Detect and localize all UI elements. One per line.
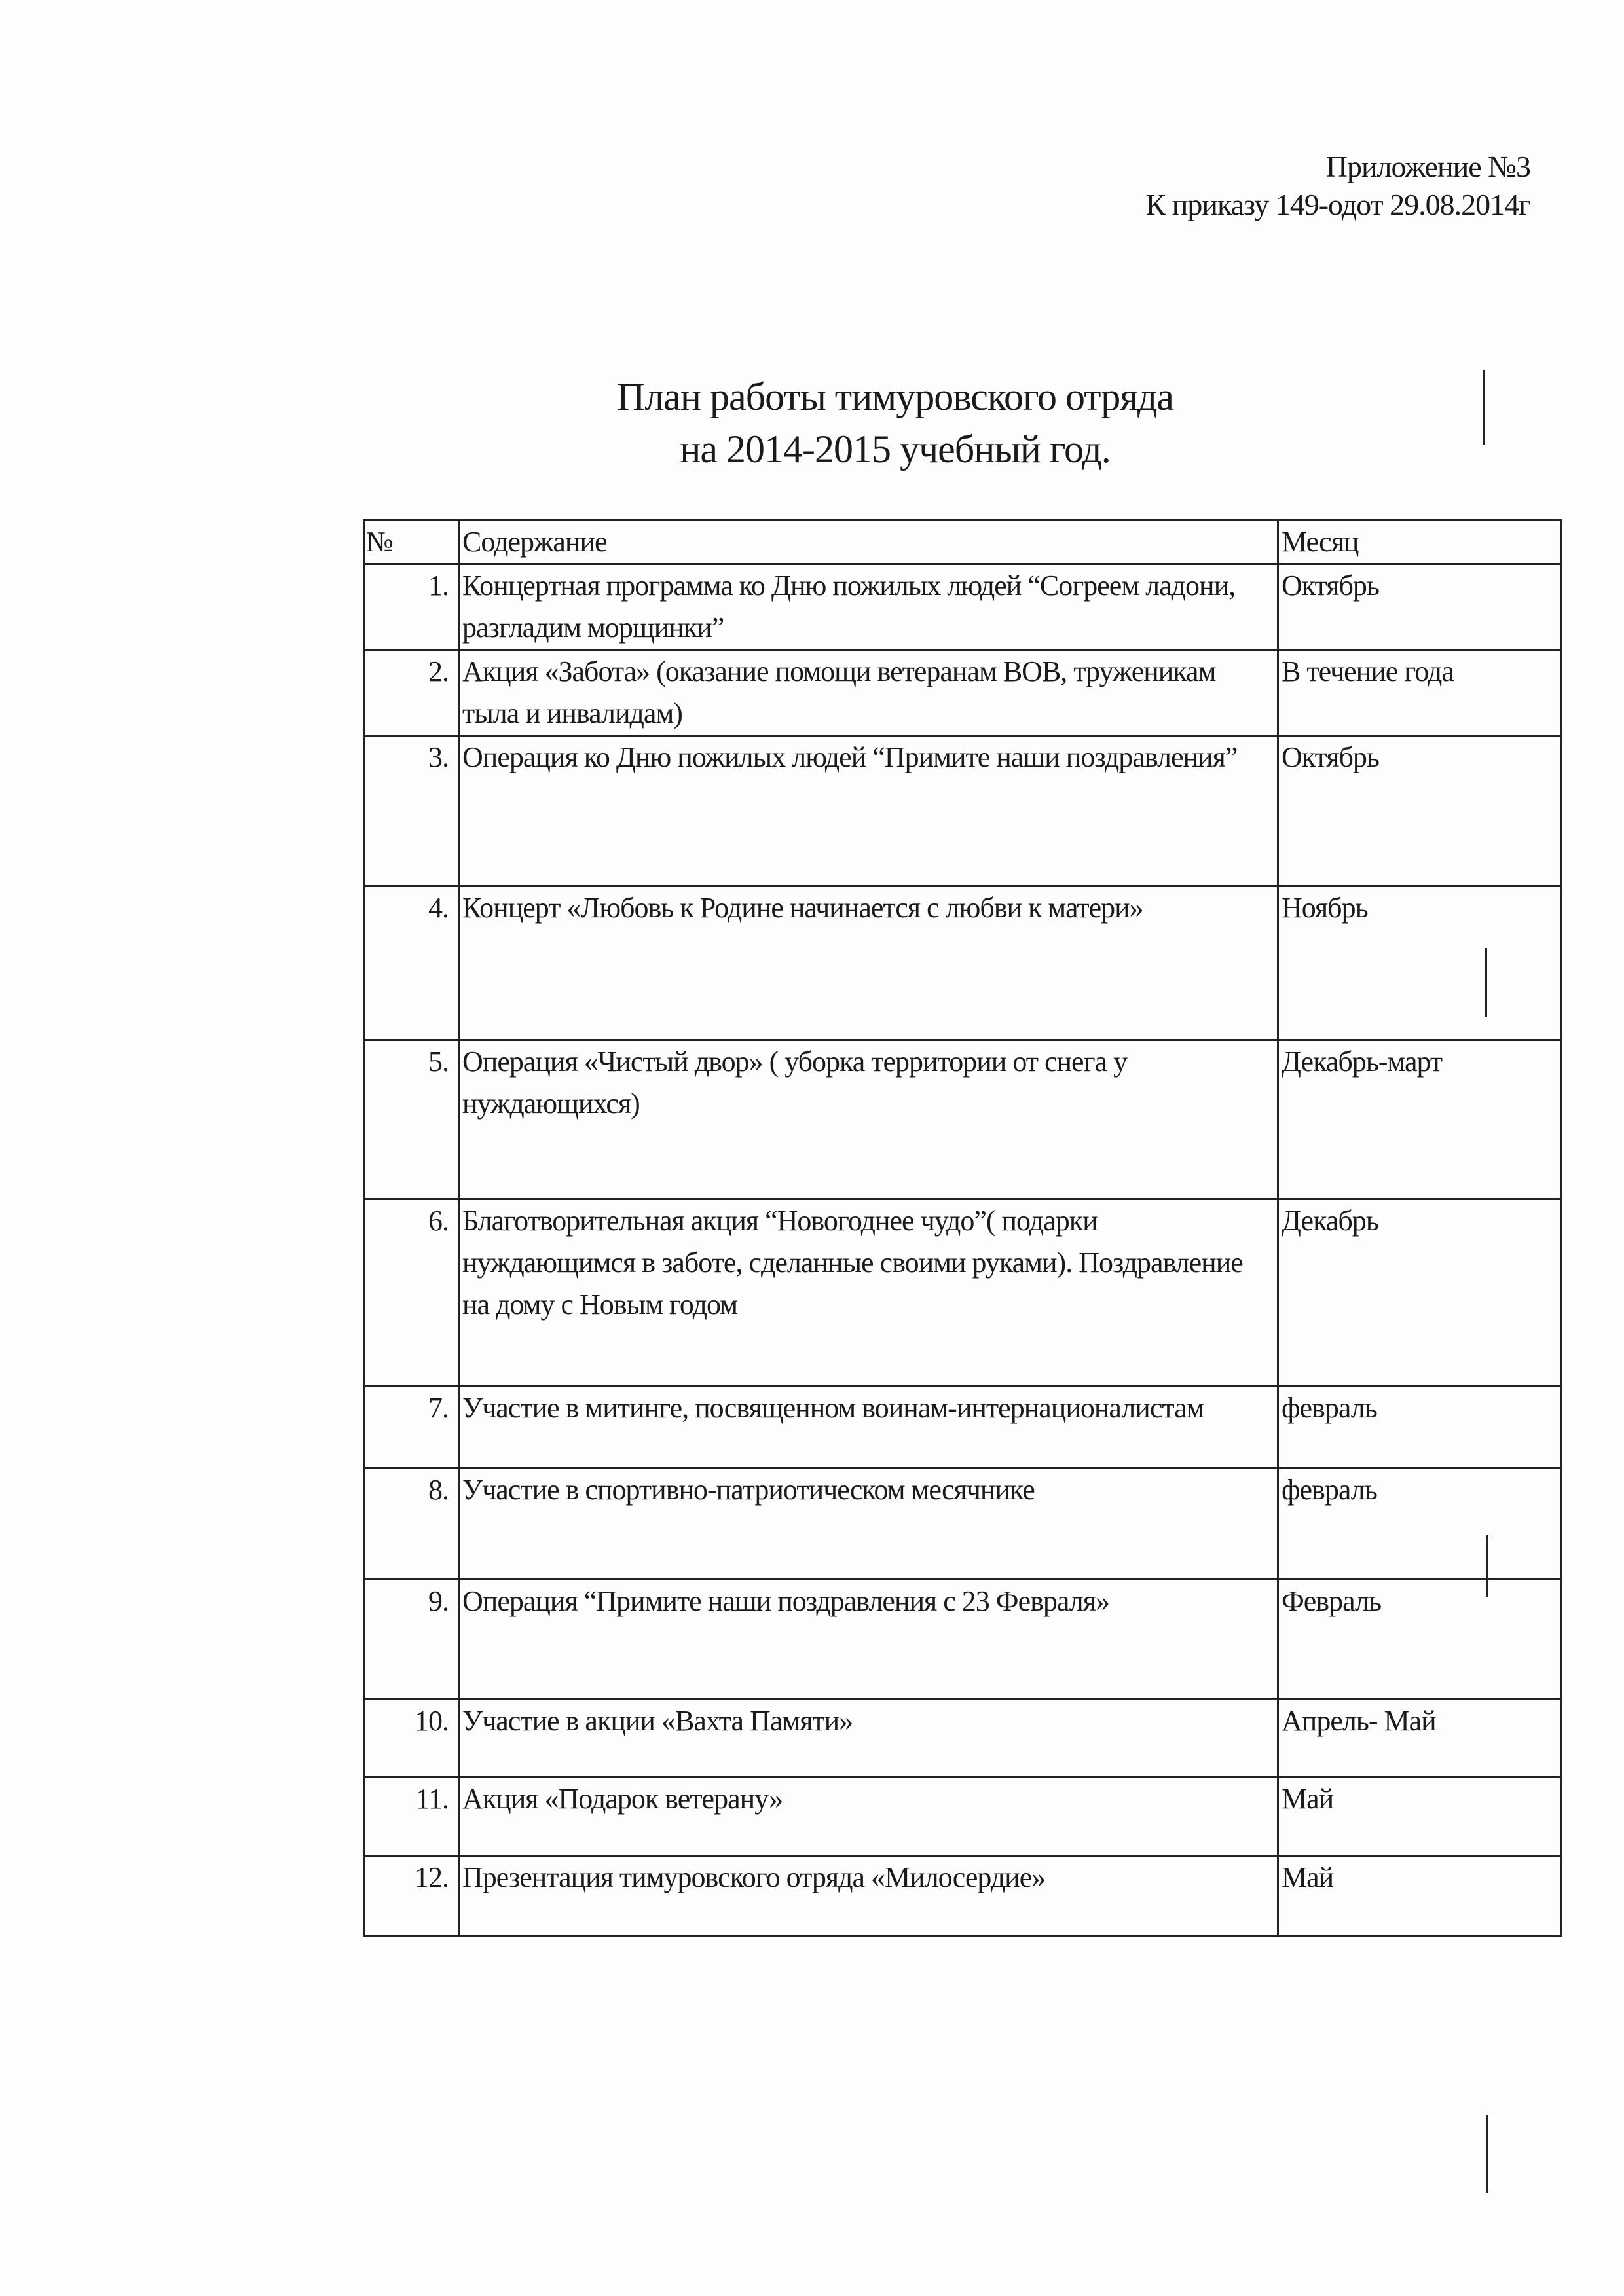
row-content: Операция “Примите наши поздравления с 23 Февраля» xyxy=(459,1580,1278,1700)
column-header-month: Месяц xyxy=(1278,520,1561,564)
row-month: Май xyxy=(1278,1856,1561,1937)
row-number: 4. xyxy=(364,886,459,1040)
table-row xyxy=(364,886,1561,1040)
scan-artifact xyxy=(1483,370,1485,445)
column-header-number: № xyxy=(364,520,459,564)
row-number: 2. xyxy=(364,650,459,736)
row-number: 6. xyxy=(364,1199,459,1387)
scan-artifact xyxy=(1486,2115,1488,2193)
appendix-label: Приложение №3 xyxy=(1325,150,1530,183)
row-content: Презентация тимуровского отряда «Милосердие» xyxy=(459,1856,1278,1937)
row-month: Октябрь xyxy=(1278,736,1561,886)
column-header-content: Содержание xyxy=(459,520,1278,564)
row-month: февраль xyxy=(1278,1468,1561,1580)
row-month: Апрель- Май xyxy=(1278,1700,1561,1777)
table-row xyxy=(364,1856,1561,1937)
table-row xyxy=(364,1387,1561,1468)
row-month: Май xyxy=(1278,1777,1561,1856)
table-row xyxy=(364,1468,1561,1580)
row-month: В течение года xyxy=(1278,650,1561,736)
page-subtitle: на 2014-2015 учебный год. xyxy=(680,428,1111,471)
page-title: План работы тимуровского отряда xyxy=(617,375,1173,418)
row-month: Октябрь xyxy=(1278,564,1561,650)
row-number: 10. xyxy=(364,1700,459,1777)
table-row xyxy=(364,1040,1561,1199)
table-row xyxy=(364,1580,1561,1700)
order-reference: К приказу 149-одот 29.08.2014г xyxy=(1145,188,1530,221)
work-plan-table xyxy=(363,519,1562,1937)
row-number: 11. xyxy=(364,1777,459,1856)
row-number: 9. xyxy=(364,1580,459,1700)
row-content: Операция ко Дню пожилых людей “Примите наши поздравления” xyxy=(459,736,1278,886)
row-content: Участие в спортивно-патриотическом месячнике xyxy=(459,1468,1278,1580)
row-number: 5. xyxy=(364,1040,459,1199)
row-number: 12. xyxy=(364,1856,459,1937)
row-content: Концертная программа ко Дню пожилых людей “Согреем ладони, разгладим морщинки” xyxy=(459,564,1278,650)
row-content: Акция «Подарок ветерану» xyxy=(459,1777,1278,1856)
row-content: Участие в акции «Вахта Памяти» xyxy=(459,1700,1278,1777)
row-month: Ноябрь xyxy=(1278,886,1561,1040)
table-row xyxy=(364,1199,1561,1387)
table-row xyxy=(364,650,1561,736)
row-number: 1. xyxy=(364,564,459,650)
row-number: 8. xyxy=(364,1468,459,1580)
table-row xyxy=(364,1777,1561,1856)
row-month: Декабрь-март xyxy=(1278,1040,1561,1199)
row-month: Декабрь xyxy=(1278,1199,1561,1387)
row-month: Февраль xyxy=(1278,1580,1561,1700)
row-number: 7. xyxy=(364,1387,459,1468)
row-content: Участие в митинге, посвященном воинам-интернационалистам xyxy=(459,1387,1278,1468)
row-content: Акция «Забота» (оказание помощи ветеранам ВОВ, труженикам тыла и инвалидам) xyxy=(459,650,1278,736)
row-month: февраль xyxy=(1278,1387,1561,1468)
table-row xyxy=(364,564,1561,650)
table-header-row xyxy=(364,520,1561,564)
row-content: Операция «Чистый двор» ( уборка территории от снега у нуждающихся) xyxy=(459,1040,1278,1199)
row-content: Благотворительная акция “Новогоднее чудо”( подарки нуждающимся в заботе, сделанные своими руками). Поздравление на дому с Новым годом xyxy=(459,1199,1278,1387)
row-content: Концерт «Любовь к Родине начинается с любви к матери» xyxy=(459,886,1278,1040)
row-number: 3. xyxy=(364,736,459,886)
table-row xyxy=(364,1700,1561,1777)
table-row xyxy=(364,736,1561,886)
